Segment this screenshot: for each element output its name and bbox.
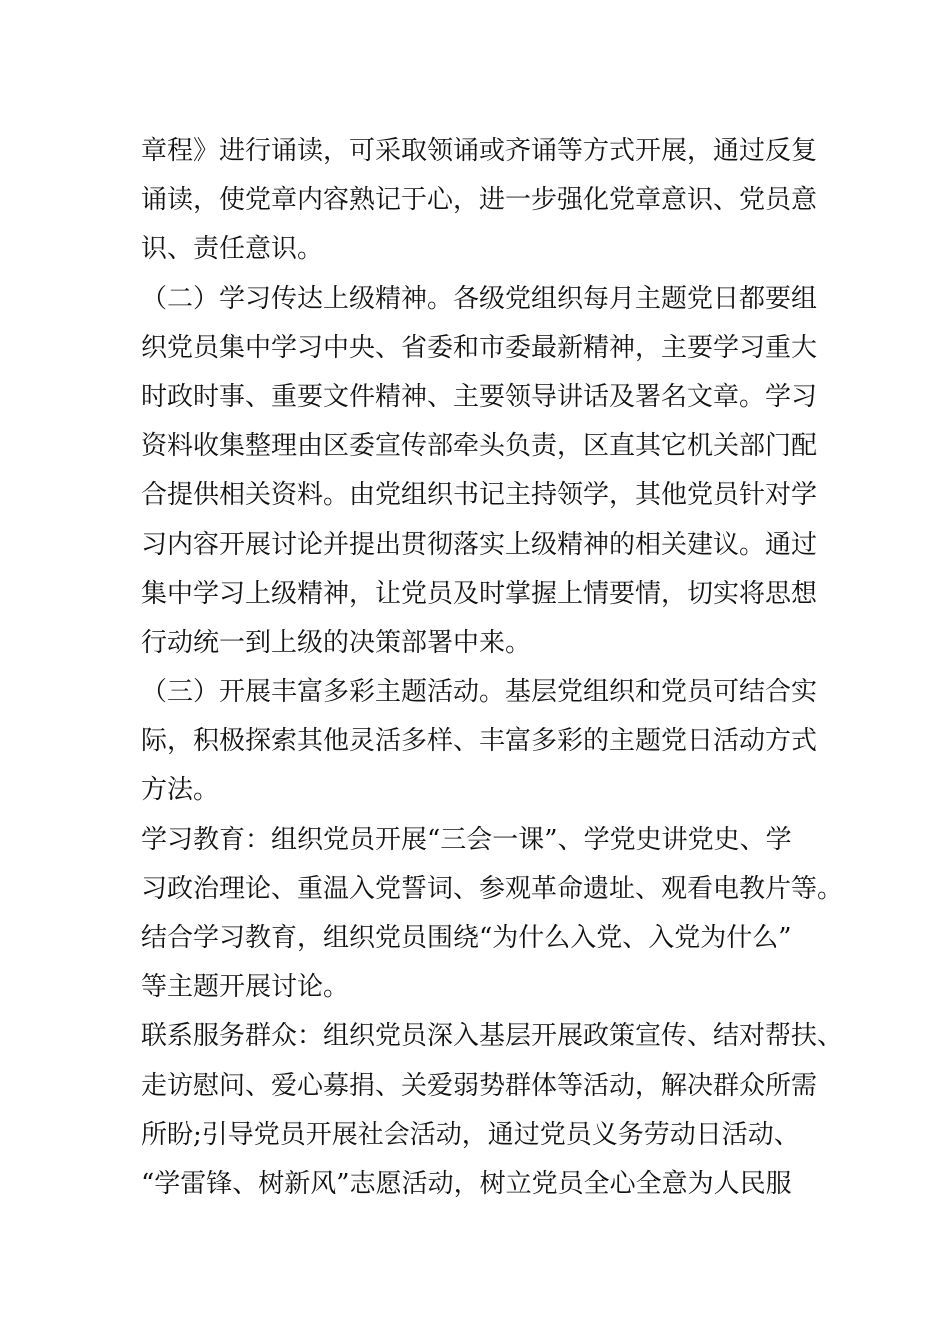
service-masses-paragraph: 联系服务群众：组织党员深入基层开展政策宣传、结对帮扶、 (141, 1021, 844, 1052)
text-line: 习政治理论、重温入党誓词、参观革命遗址、观看电教片等。 (141, 873, 844, 904)
document-body (141, 127, 844, 1209)
text-line: 方法。 (141, 775, 220, 806)
text-line: 织党员集中学习中央、省委和市委最新精神，主要学习重大 (141, 332, 818, 363)
text-line: 走访慰问、爱心募捐、关爱弱势群体等活动，解决群众所需 (141, 1070, 818, 1101)
section-heading-two: （二）学习传达上级精神。各级党组织每月主题党日都要组 (141, 283, 818, 314)
text-line: 识、责任意识。 (141, 234, 324, 265)
text-line: 等主题开展讨论。 (141, 972, 350, 1003)
text-line: 资料收集整理由区委宣传部牵头负责，区直其它机关部门配 (141, 431, 818, 462)
text-line: 行动统一到上级的决策部署中来。 (141, 627, 532, 658)
text-line: 章程》进行诵读，可采取领诵或齐诵等方式开展，通过反复 (141, 136, 818, 166)
text-line: 合提供相关资料。由党组织书记主持领学，其他党员针对学 (141, 480, 818, 511)
text-line: 诵读，使党章内容熟记于心，进一步强化党章意识、党员意 (141, 185, 818, 216)
study-education-paragraph: 学习教育：组织党员开展“三会一课”、学党史讲党史、学 (141, 824, 792, 855)
text-line: 所盼;引导党员开展社会活动，通过党员义务劳动日活动、 (141, 1119, 800, 1150)
section-heading-three: （三）开展丰富多彩主题活动。基层党组织和党员可结合实 (141, 677, 818, 708)
text-line: 时政时事、重要文件精神、主要领导讲话及署名文章。学习 (141, 381, 818, 412)
text-line: 习内容开展讨论并提出贯彻落实上级精神的相关建议。通过 (141, 529, 818, 560)
text-line: 结合学习教育，组织党员围绕“为什么入党、入党为什么” (141, 923, 792, 953)
text-line: 集中学习上级精神，让党员及时掌握上情要情，切实将思想 (141, 578, 818, 609)
text-line: 际，积极探索其他灵活多样、丰富多彩的主题党日活动方式 (141, 726, 818, 757)
text-line: “学雷锋、树新风”志愿活动，树立党员全心全意为人民服 (141, 1168, 792, 1199)
